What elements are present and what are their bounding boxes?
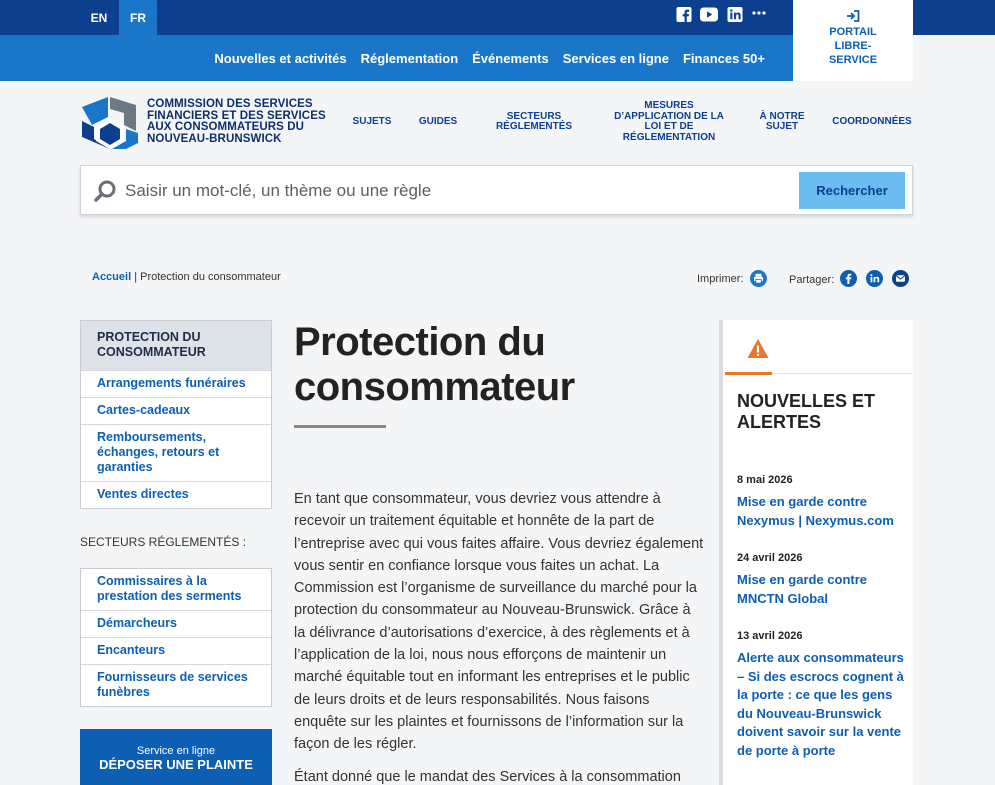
complaint-big-label: DÉPOSER UNE PLAINTE (99, 757, 253, 772)
news-item (737, 630, 907, 760)
share-facebook-icon[interactable] (840, 270, 857, 287)
main-body (294, 488, 704, 785)
section-nav-heading: PROTECTION DU CONSOMMATEUR (81, 321, 271, 370)
nav-finances-50[interactable]: Finances 50+ (682, 50, 765, 66)
main-nav-regulated-sectors[interactable]: SECTEURS RÉGLEMENTÉS (495, 110, 573, 132)
linkedin-icon[interactable] (727, 7, 743, 22)
section-nav-item[interactable]: Cartes-cadeaux (81, 397, 271, 424)
sector-nav-item[interactable]: Encanteurs (81, 637, 271, 664)
alerts-divider (772, 373, 913, 374)
language-en-link[interactable]: EN (90, 10, 108, 25)
news-headline-link[interactable]: Mise en garde contre MNCTN Global (737, 572, 868, 606)
breadcrumb-separator: | (134, 271, 138, 283)
section-nav (80, 320, 272, 509)
alerts-accent-bar (725, 372, 772, 375)
title-underline (294, 425, 386, 428)
sector-nav-item[interactable]: Commissaires à la prestation des serments (97, 574, 242, 603)
share-email-icon[interactable] (892, 270, 909, 287)
nav-news-activities[interactable]: Nouvelles et activités (214, 50, 347, 66)
page-title: Protection du consommateur (294, 320, 575, 409)
breadcrumb-current: Protection du consommateur (140, 271, 281, 283)
main-nav-contact[interactable]: COORDONNÉES (832, 115, 912, 127)
secondary-nav (0, 35, 793, 81)
nav-online-services[interactable]: Services en ligne (562, 50, 669, 66)
portal-label: PORTAIL LIBRE-SERVICE (828, 26, 878, 66)
search-input[interactable] (125, 174, 795, 208)
print-icon[interactable] (750, 270, 767, 287)
self-service-portal-button[interactable] (793, 0, 913, 81)
warning-icon (747, 338, 769, 360)
youtube-icon[interactable] (700, 7, 718, 22)
section-nav-item[interactable]: Remboursements, échanges, retours et garanties (81, 424, 271, 481)
section-nav-item[interactable]: Ventes directes (81, 481, 271, 508)
fcnb-logo-icon[interactable] (80, 95, 140, 151)
share-label: Partager: (789, 274, 835, 286)
sign-in-icon (846, 10, 860, 22)
news-alerts-panel (719, 320, 913, 785)
search-bar (80, 165, 913, 215)
main-nav-enforcement[interactable]: MESURES D’APPLICATION DE LA LOI ET DE RÉGLEMENTATION (614, 100, 724, 143)
breadcrumb-home-link[interactable]: Accueil (92, 271, 132, 283)
main-nav-guides[interactable]: GUIDES (418, 115, 458, 127)
news-date: 13 avril 2026 (737, 630, 803, 642)
search-button[interactable]: Rechercher (799, 172, 905, 209)
facebook-icon[interactable] (676, 7, 692, 22)
regulated-sectors-label: SECTEURS RÉGLEMENTÉS : (80, 535, 247, 549)
logo-text[interactable]: COMMISSION DES SERVICES FINANCIERS ET DES SERVICES AUX CONSOMMATEURS DU NOUVEAU-BRUNSWICK (147, 98, 326, 145)
news-headline-link[interactable]: Alerte aux consommateurs – Si des escrocs cognent à la porte : ce que les gens du Nouveau-Brunswick doivent savoir sur la vente de porte à porte (737, 650, 904, 758)
print-label: Imprimer: (697, 273, 744, 285)
sector-nav-item[interactable]: Fournisseurs de services funèbres (81, 664, 271, 706)
news-date: 8 mai 2026 (737, 474, 793, 486)
nav-events[interactable]: Événements (472, 50, 549, 66)
news-date: 24 avril 2026 (737, 552, 803, 564)
main-nav-subjects[interactable]: SUJETS (352, 115, 392, 127)
alerts-title: NOUVELLES ET ALERTES (737, 391, 876, 432)
complaint-small-label: Service en ligne (136, 745, 216, 757)
more-icon[interactable] (752, 11, 766, 15)
share-linkedin-icon[interactable] (866, 270, 883, 287)
news-item (737, 552, 907, 608)
main-nav-about[interactable]: À NOTRE SUJET (759, 110, 805, 132)
regulated-sectors-nav (80, 568, 272, 707)
sector-nav-item[interactable]: Démarcheurs (81, 610, 271, 637)
body-paragraph: Étant donné que le mandat des Services à la consommation (294, 768, 681, 785)
search-icon (93, 179, 117, 203)
body-paragraph: En tant que consommateur, vous devriez vous attendre à recevoir un traitement équitable et honnête de la part de l’entreprise avec qui vous faites affaire. Vous devriez également vous sentir en confiance lorsque vous faites un achat. La Commission est l’organisme de surveillance du marché pour la protection du consommateur au Nouveau-Brunswick. Grâce à la délivrance d’autorisations d’exercice, à des règlements et à l’application de la loi, nous nous efforçons de maintenir un marché équitable tout en informant les entreprises et le public de leurs droits et de leurs responsabilités. Nous faisons enquête sur les plaintes et fournissons de l’information sur la façon de les régler. (294, 491, 704, 753)
file-complaint-button[interactable] (80, 729, 272, 785)
news-item (737, 474, 907, 530)
section-nav-item[interactable]: Arrangements funéraires (81, 370, 271, 397)
nav-regulation[interactable]: Réglementation (360, 50, 459, 66)
language-fr-link[interactable]: FR (119, 0, 157, 35)
breadcrumb (92, 271, 281, 283)
news-headline-link[interactable]: Mise en garde contre Nexymus | Nexymus.com (737, 494, 894, 528)
